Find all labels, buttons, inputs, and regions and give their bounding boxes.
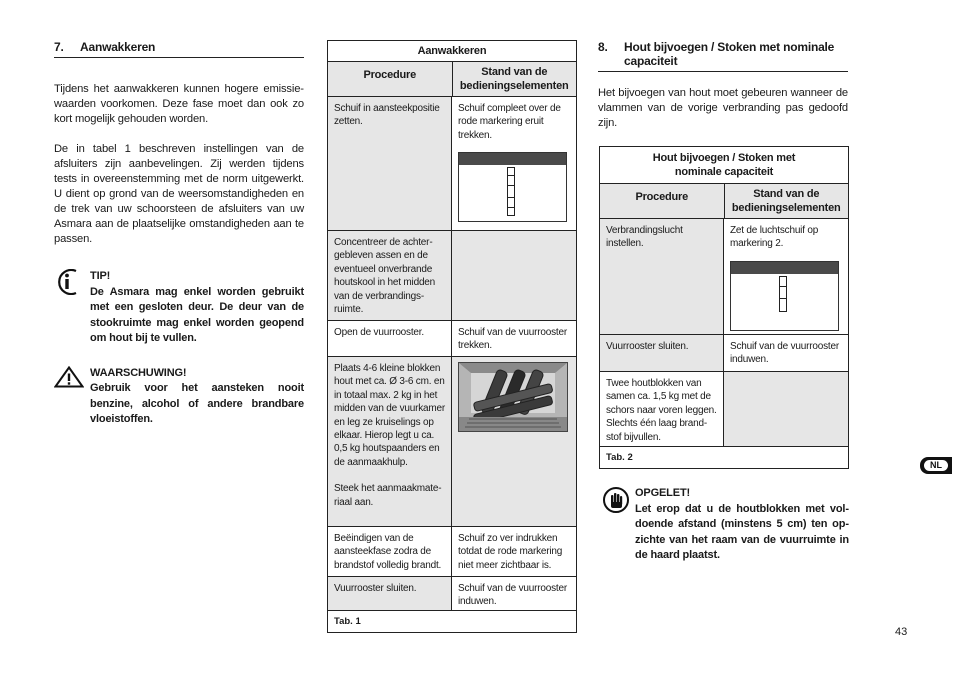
section-7-heading [54, 40, 304, 58]
table-cell-procedure: Twee houtblokken van samen ca. 1,5 kg met de schors naar voren leggen. Slechts één laag brandstof bijvullen. [600, 372, 724, 446]
slider-gauge-illustration [458, 152, 567, 222]
caution-hand-icon [603, 486, 635, 564]
section-8-heading [598, 40, 848, 72]
table-row [328, 577, 576, 611]
section-8-paragraph-1: Het bijvoegen van hout moet gebeuren wanneer de vlammen van de vorige verbranding pas gedoofd zijn. [598, 87, 848, 129]
table-cell-procedure-text: Plaats 4-6 kleine blokken hout met ca. Ø 3-6 cm. en in totaal max. 2 kg in het midden van de vuurkamer en leg ze kruiselings op elkaar. Hierop legt u ca. 0,5 kg houtspaanders en de aanmaakhulp. [334, 363, 446, 468]
table-2-footer: Tab. 2 [606, 452, 633, 463]
table-cell-procedure: Beëindigen van de aansteekfase zodra de brandstof volledig brandt. [328, 527, 452, 576]
table-row [328, 321, 576, 357]
section-7-number: 7. [54, 40, 64, 54]
table-1-footer: Tab. 1 [334, 616, 361, 627]
table-row [600, 372, 848, 447]
table-cell-stand [724, 372, 848, 446]
section-7-paragraph-1: Tijdens het aanwakkeren kunnen hogere emissiewaarden voorkomen. Deze fase moet dan ook zo kort mogelijk gehouden worden. [54, 83, 304, 125]
warning-triangle-icon [54, 366, 90, 428]
table-cell-procedure: Open de vuurrooster. [328, 321, 452, 356]
caution-note [603, 486, 849, 564]
table-2-col-procedure: Procedure [600, 184, 725, 218]
tip-text: De Asmara mag enkel worden gebruikt met een gesloten deur. De deur van de stookruimte mag enkel worden geopend om hout bij te vullen. [90, 285, 304, 344]
section-8-number: 8. [598, 40, 608, 54]
table-cell-procedure [328, 357, 452, 526]
tip-note [54, 269, 304, 347]
table-cell-stand: Schuif zo ver indrukken totdat de rode markering niet meer zichtbaar is. [458, 533, 563, 571]
warning-note [54, 366, 304, 428]
table-1-col-procedure: Procedure [328, 62, 453, 96]
table-2-header [600, 184, 848, 219]
page-number: 43 [895, 626, 908, 638]
air-slider-gauge-illustration [730, 261, 839, 331]
table-cell-stand [452, 97, 576, 230]
section-7 [54, 40, 304, 428]
info-icon [54, 269, 90, 347]
table-row [600, 219, 848, 335]
slider-rod [779, 276, 787, 312]
table-cell-stand [452, 357, 576, 526]
table-row [328, 527, 576, 577]
table-cell-procedure: Vuurrooster sluiten. [600, 335, 724, 371]
table-row [328, 231, 576, 321]
table-1-col-stand: Stand van de bedieningselementen [459, 66, 569, 92]
table-cell-stand: Schuif van de vuurrooster induwen. [458, 583, 567, 608]
language-badge-label: NL [924, 460, 948, 471]
table-1-header [328, 62, 576, 97]
table-1-title: Aanwakkeren [328, 41, 576, 62]
table-cell-stand-text: Schuif compleet over de rode markering eruit trekken. [458, 103, 561, 141]
table-cell-stand: Schuif van de vuurrooster trekken. [458, 327, 567, 352]
table-cell-procedure: Schuif in aansteekpositie zetten. [328, 97, 452, 230]
table-cell-procedure-extra: Steek het aanmaakmateriaal aan. [334, 483, 442, 508]
table-row [328, 357, 576, 527]
section-8-title: Hout bijvoegen / Stoken met nominale capaciteit [624, 40, 835, 68]
table-cell-stand [724, 219, 848, 334]
table-cell-stand-text: Zet de luchtschuif op markering 2. [730, 225, 819, 250]
table-cell-procedure: Vuurrooster sluiten. [328, 577, 452, 610]
table-2-title: Hout bijvoegen / Stoken met nominale capaciteit [600, 147, 848, 184]
table-row [600, 335, 848, 372]
table-1 [327, 40, 577, 633]
section-7-paragraph-2: De in tabel 1 beschreven instellingen van de afsluiters zijn aanbevelingen. Zij werden tijdens tests in overeenstemming met de norm uitgewerkt. U dient op grond van de weersomstandigheden en de trek van uw schoorsteen de afsluiters van uw Asmara aan de plaatselijke omstandigheden aan te passen. [54, 143, 304, 245]
table-cell-procedure: Concentreer de achtergebleven assen en de eventueel onverbrande houtskool in het midden van de verbrandingsruimte. [328, 231, 452, 320]
table-2-col-stand: Stand van de bedieningselementen [731, 188, 841, 214]
warning-text: Gebruik voor het aansteken nooit benzine, alcohol of andere brandbare vloeistoffen. [90, 382, 304, 425]
section-7-title: Aanwakkeren [80, 40, 156, 54]
tip-label: TIP! [90, 270, 111, 282]
language-badge [920, 457, 952, 474]
table-cell-stand [452, 231, 576, 320]
caution-label: OPGELET! [635, 487, 691, 499]
section-8 [598, 40, 848, 131]
table-cell-procedure: Verbrandingslucht instellen. [600, 219, 724, 334]
warning-label: WAARSCHUWING! [90, 366, 187, 379]
table-row [328, 97, 576, 231]
caution-text: Let erop dat u de houtblokken met voldoende afstand (minstens 5 cm) ten opzichte van het raam van de vuurruimte in de haard plaatst. [635, 502, 849, 561]
table-2 [599, 146, 849, 469]
table-cell-stand: Schuif van de vuurrooster induwen. [730, 341, 839, 366]
firewood-stack-illustration [458, 362, 568, 432]
